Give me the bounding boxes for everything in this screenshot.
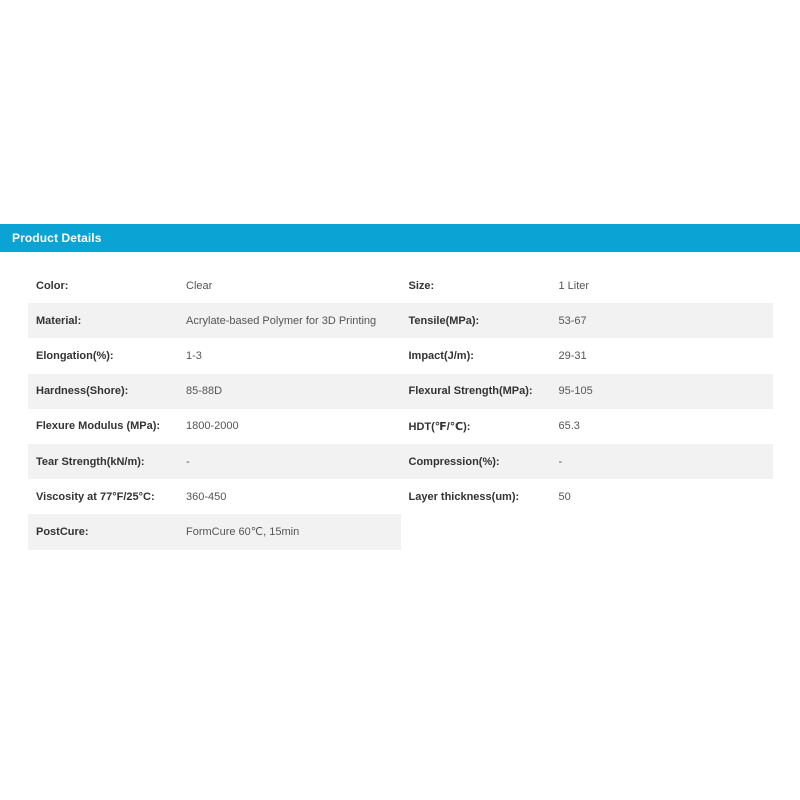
spec-row [28,338,773,373]
spec-label: Impact(J/m): [408,349,474,362]
spec-cell [28,303,401,338]
spec-cell [28,444,401,479]
spec-cell [401,303,774,338]
spec-cell [401,409,774,444]
spec-cell [28,479,401,514]
panel-title: Product Details [12,231,102,245]
spec-row [28,374,773,409]
spec-label: PostCure: [36,525,89,538]
spec-row [28,479,773,514]
spec-label: Size: [408,279,435,292]
spec-row [28,409,773,444]
spec-value: 85-88D [186,385,223,398]
spec-cell [28,338,401,373]
spec-cell [401,338,774,373]
spec-value: Clear [186,279,213,292]
spec-cell [28,514,401,549]
spec-cell [401,268,774,303]
spec-value: 53-67 [558,314,587,327]
spec-cell [401,374,774,409]
spec-value: FormCure 60℃, 15min [186,526,300,539]
spec-cell [401,479,774,514]
spec-value: - [186,455,190,468]
spec-label: Compression(%): [408,455,500,468]
spec-cell-empty [401,514,774,549]
spec-row [28,444,773,479]
spec-row [28,514,773,549]
product-details-header [0,224,800,252]
spec-value: 65.3 [558,420,580,433]
spec-cell [28,374,401,409]
spec-value: 1-3 [186,349,202,362]
spec-value: 95-105 [558,385,593,398]
spec-label: HDT(℉/℃): [408,420,471,433]
spec-label: Elongation(%): [36,349,114,362]
spec-label: Flexure Modulus (MPa): [36,420,161,433]
spec-value: 1 Liter [558,279,590,292]
spec-cell [28,409,401,444]
spec-value: 50 [558,490,571,503]
spec-cell [28,268,401,303]
spec-row [28,268,773,303]
spec-label: Hardness(Shore): [36,385,129,398]
spec-cell [401,444,774,479]
spec-row [28,303,773,338]
spec-value: 29-31 [558,349,587,362]
spec-table [28,268,773,550]
spec-value: 1800-2000 [186,420,239,433]
spec-label: Material: [36,314,82,327]
spec-value: 360-450 [186,490,227,503]
spec-value: Acrylate-based Polymer for 3D Printing [186,314,377,327]
spec-value: - [558,455,563,468]
spec-label: Viscosity at 77°F/25°C: [36,490,155,503]
spec-label: Layer thickness(um): [408,490,520,503]
spec-label: Color: [36,279,69,292]
spec-label: Tensile(MPa): [408,314,480,327]
spec-label: Flexural Strength(MPa): [408,385,533,398]
spec-label: Tear Strength(kN/m): [36,455,145,468]
